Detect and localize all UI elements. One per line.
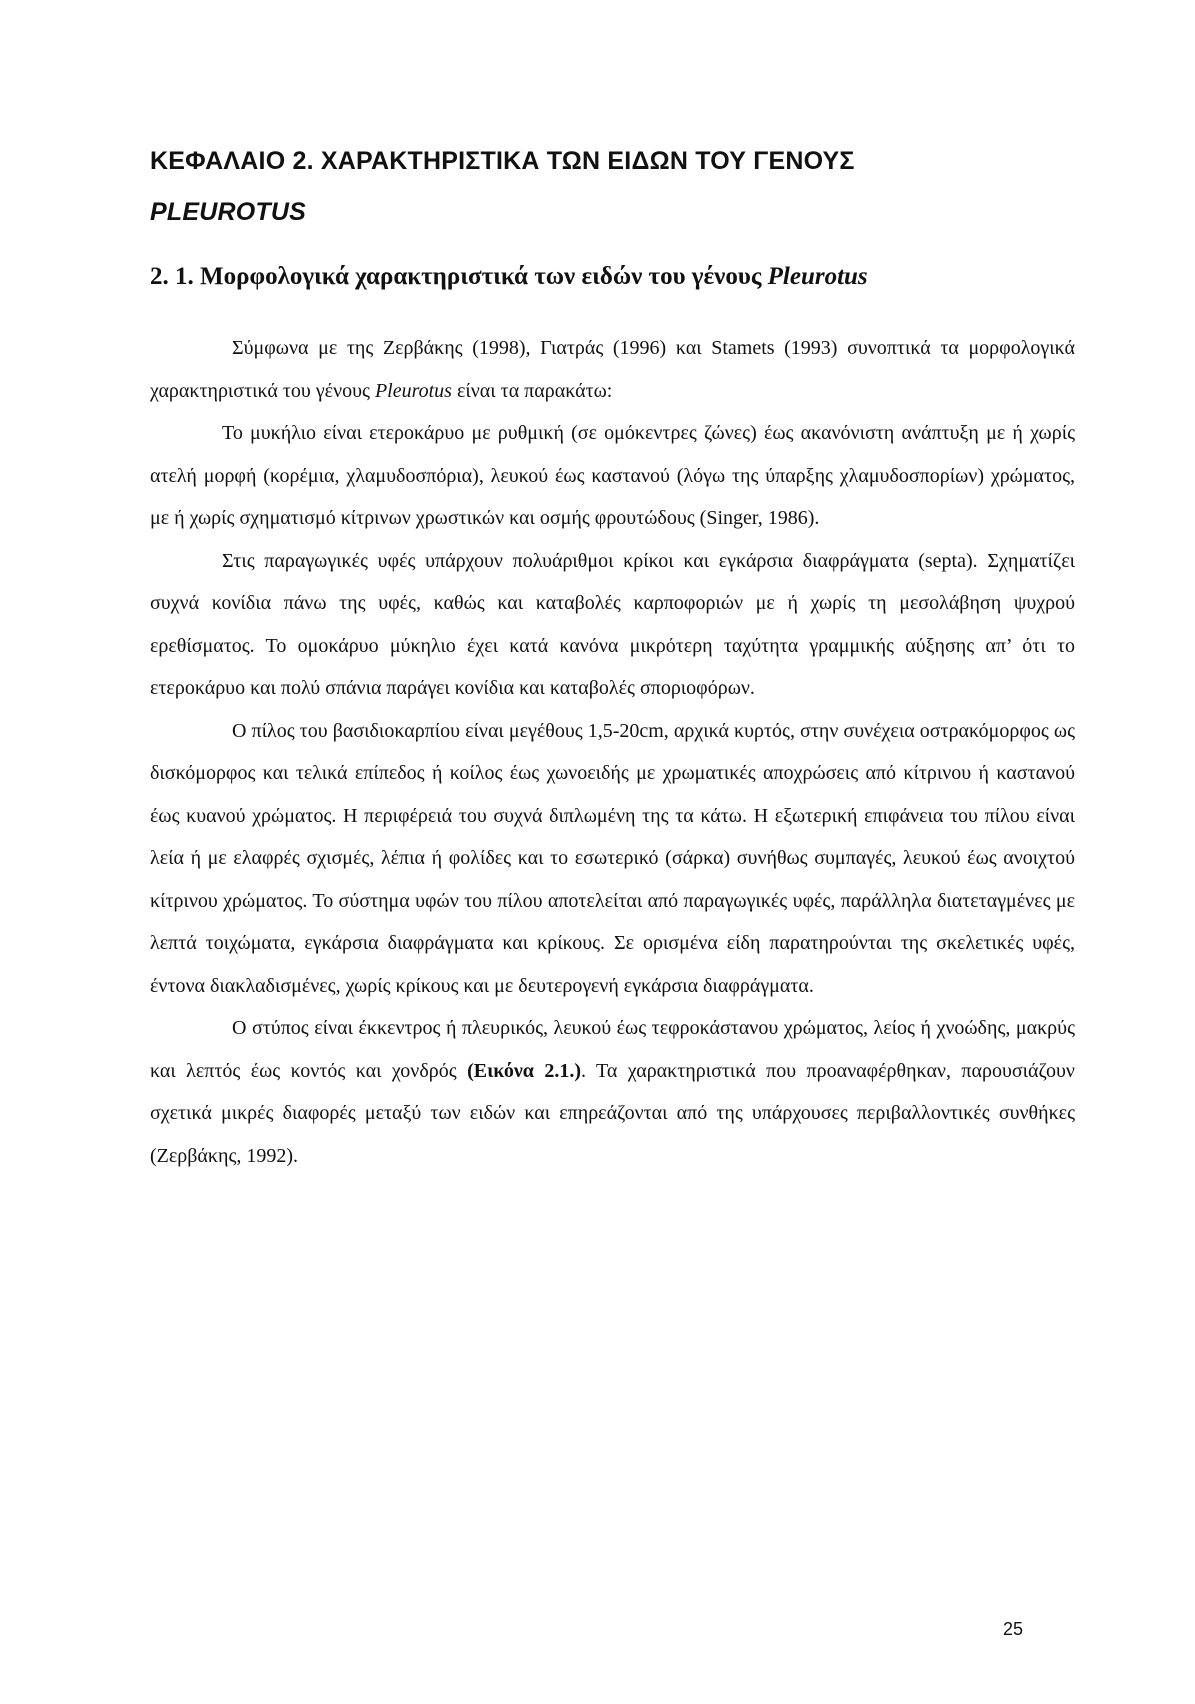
paragraph-intro-text: Σύμφωνα με της Ζερβάκης (1998), Γιατράς (1996) και Stamets (1993) συνοπτικά τα μορφολογικά χαρακτηριστικά του γένους (150, 337, 1075, 402)
document-page (150, 0, 1075, 1704)
chapter-heading (150, 136, 1075, 238)
body-text (150, 327, 1075, 1177)
paragraph-mycelium: Το μυκήλιο είναι ετεροκάρυο με ρυθμική (σε ομόκεντρες ζώνες) έως ακανόνιστη ανάπτυξη με ή χωρίς ατελή μορφή (κορέμια, χλαμυδοσπόρια), λευκού έως καστανού (λόγω της ύπαρξης χλαμυδοσπορίων) χρώματος, με ή χωρίς σχηματισμό κίτρινων χρωστικών και οσμής φρουτώδους (Singer, 1986). (150, 422, 1075, 529)
chapter-genus: PLEUROTUS (150, 198, 306, 226)
paragraph-hyphae: Στις παραγωγικές υφές υπάρχουν πολυάριθμοι κρίκοι και εγκάρσια διαφράγματα (septa). Σχηματίζει συχνά κονίδια πάνω της υφές, καθώς και καταβολές καρποφοριών με ή χωρίς τη μεσολάβηση ψυχρού ερεθίσματος. Το ομοκάρυο μύκηλιο έχει κατά κανόνα μικρότερη ταχύτητα γραμμικής αύξησης απ’ ότι το ετεροκάρυο και πολύ σπάνια παράγει κονίδια και καταβολές σποριοφόρων. (150, 549, 1075, 699)
chapter-title-line: ΚΕΦΑΛΑΙΟ 2. ΧΑΡΑΚΤΗΡΙΣΤΙΚΑ ΤΩΝ ΕΙΔΩΝ ΤΟΥ ΓΕΝΟΥΣ (150, 147, 855, 175)
section-heading (150, 260, 1075, 294)
paragraph-stipe-end: . Τα χαρακτηριστικά που προαναφέρθηκαν, παρουσιάζουν σχετικά μικρές διαφορές μεταξύ των ειδών και επηρεάζονται από της υπάρχουσες περιβαλλοντικές συνθήκες (Ζερβάκης, 1992). (150, 1059, 1075, 1167)
section-title: 2. 1. Μορφολογικά χαρακτηριστικά των ειδών του γένους (150, 263, 768, 290)
paragraph-intro-end: είναι τα παρακάτω: (451, 379, 613, 402)
paragraph-cap: Ο πίλος του βασιδιοκαρπίου είναι μεγέθους 1,5-20cm, αρχικά κυρτός, στην συνέχεια οστρακόμορφος ως δισκόμορφος και τελικά επίπεδος ή κοίλος έως χωνοειδής με χρωματικές αποχρώσεις από κίτρινου ή καστανού έως κυανού χρώματος. Η περιφέρειά του συχνά διπλωμένη της τα κάτω. Η εξωτερική επιφάνεια του πίλου είναι λεία ή με ελαφρές σχισμές, λέπια ή φολίδες και το εσωτερικό (σάρκα) συνήθως συμπαγές, λευκού έως ανοιχτού κίτρινου χρώματος. Το σύστημα υφών του πίλου αποτελείται από παραγωγικές υφές, παράλληλα διατεταγμένες με λεπτά τοιχώματα, εγκάρσια διαφράγματα και κρίκους. Σε ορισμένα είδη παρατηρούνται της σκελετικές υφές, έντονα διακλαδισμένες, χωρίς κρίκους και με δευτερογενή εγκάρσια διαφράγματα. (150, 719, 1075, 997)
paragraph-intro (150, 327, 1075, 412)
figure-reference: (Εικόνα 2.1.) (467, 1059, 581, 1082)
page-number: 25 (1003, 1619, 1024, 1639)
section-genus: Pleurotus (767, 263, 868, 290)
paragraph-stipe (150, 1007, 1075, 1177)
genus-name: Pleurotus (374, 379, 452, 402)
paragraph-stipe-text: Ο στύπος είναι έκκεντρος ή πλευρικός, λευκού έως τεφροκάστανου χρώματος, λείος ή χνοώδης, μακρύς και λεπτός έως κοντός και χονδρός (150, 1017, 1075, 1082)
